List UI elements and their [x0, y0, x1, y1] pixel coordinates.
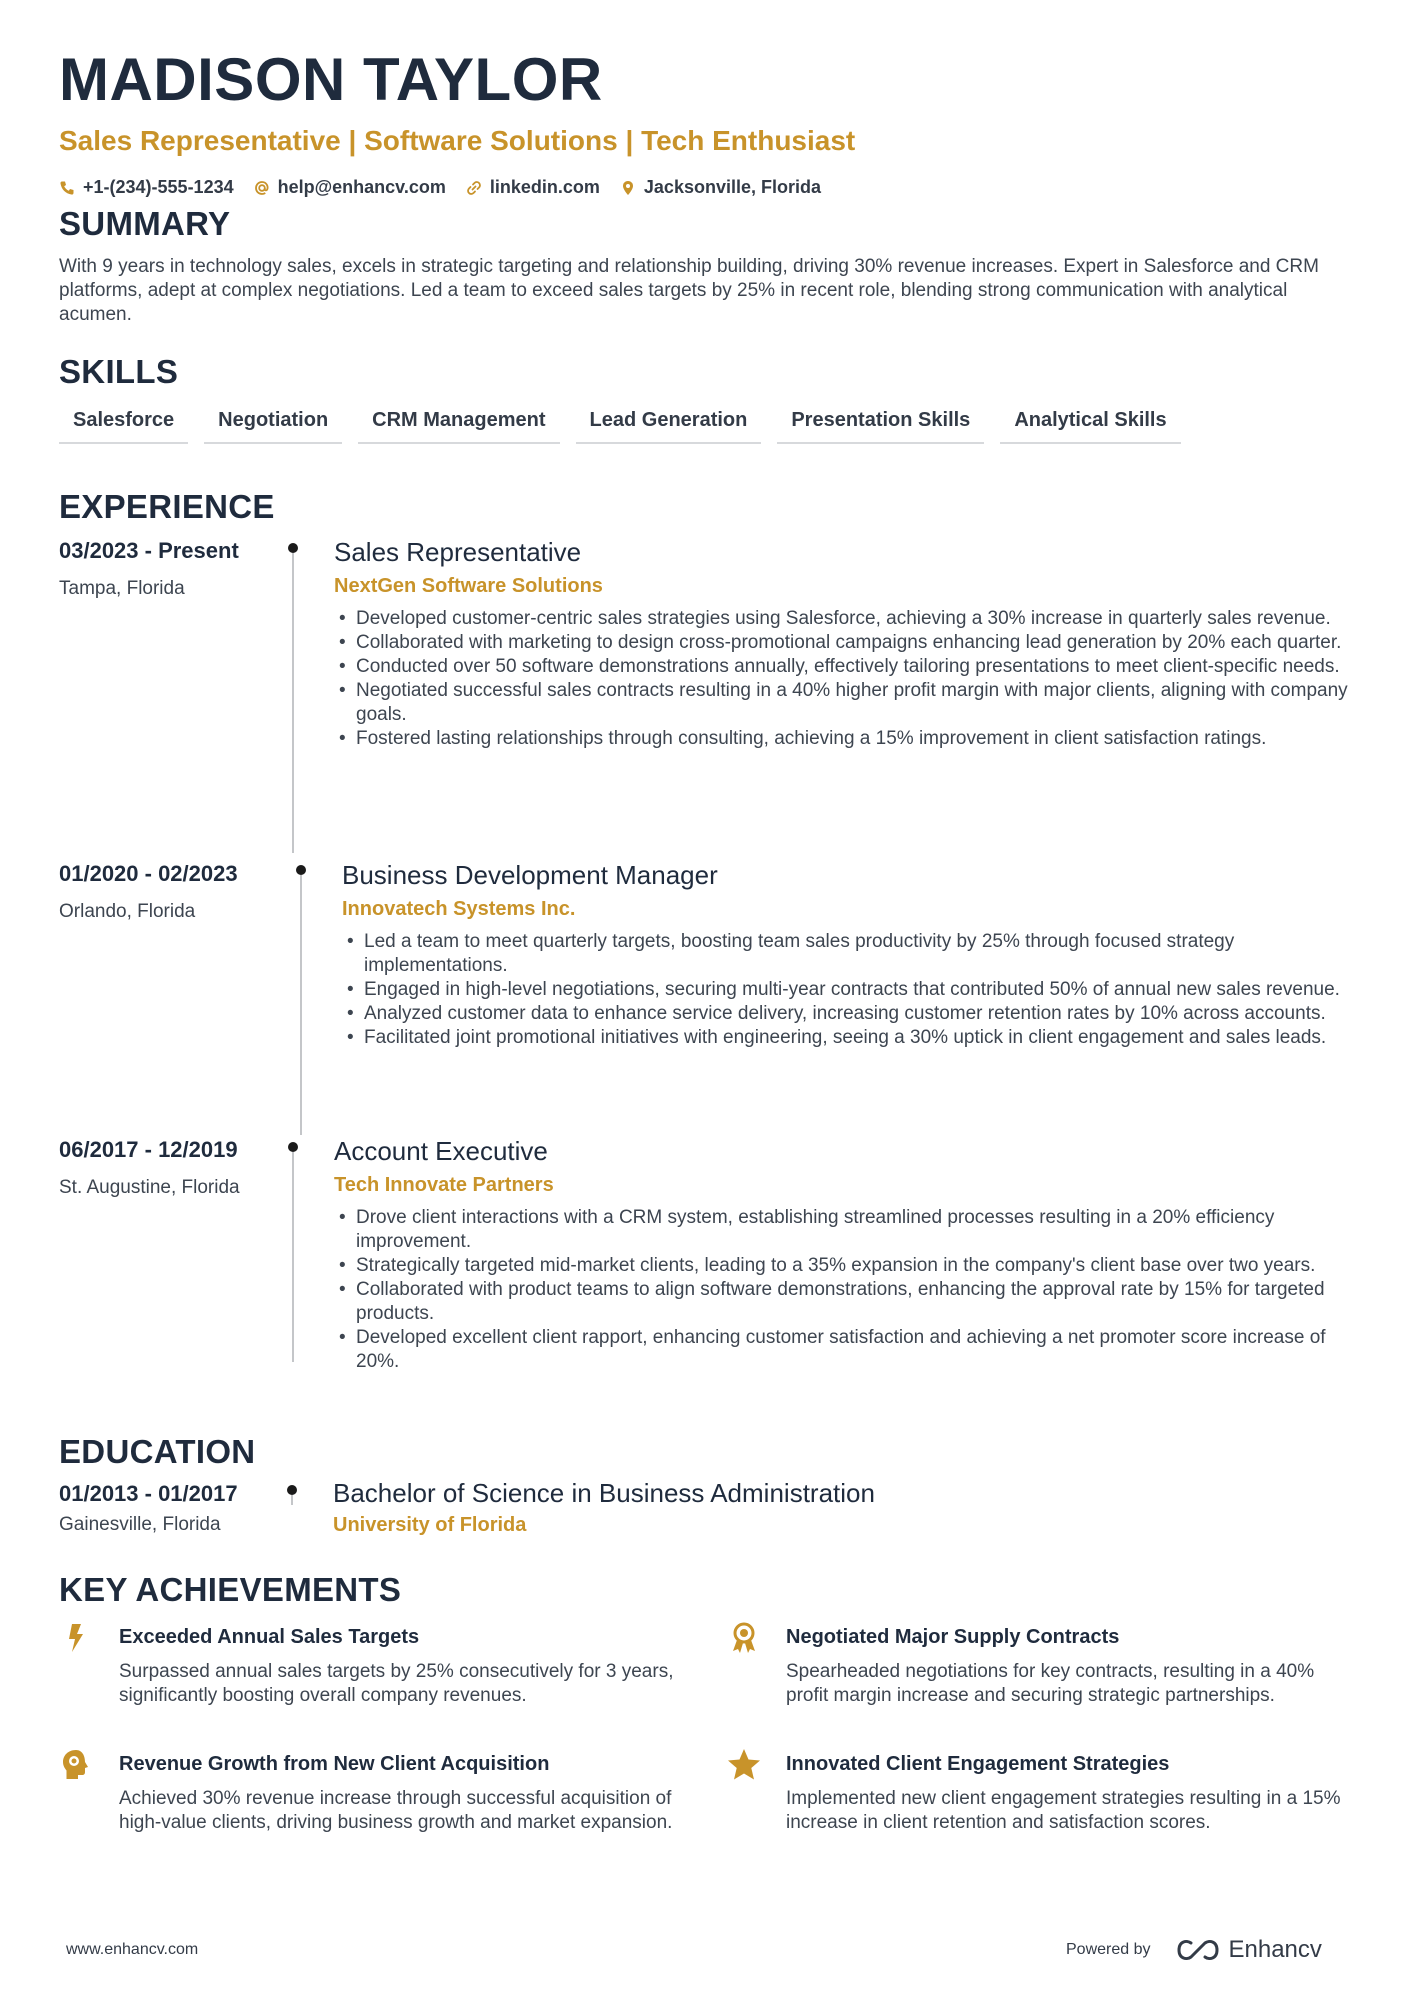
skills-heading: SKILLS: [59, 353, 179, 390]
achievement-title: Revenue Growth from New Client Acquisition: [119, 1753, 550, 1775]
phone-icon: [59, 180, 75, 196]
achievement-item: [726, 1620, 1326, 1730]
timeline-line: [292, 553, 294, 853]
achievements-heading: KEY ACHIEVEMENTS: [59, 1571, 402, 1608]
education-date: 01/2013 - 01/2017: [59, 1481, 238, 1506]
skill-tag: Lead Generation: [576, 409, 762, 444]
skills-list: [59, 409, 1359, 444]
job-location: Tampa, Florida: [59, 578, 185, 599]
timeline-line: [292, 1152, 294, 1362]
education-heading: EDUCATION: [59, 1433, 256, 1470]
job-role: Business Development Manager: [342, 860, 718, 890]
job-role: Account Executive: [334, 1136, 548, 1166]
job-bullets: [334, 607, 1364, 751]
job-location: Orlando, Florida: [59, 901, 196, 922]
experience-section: [59, 488, 1359, 1372]
summary-heading: SUMMARY: [59, 205, 231, 242]
job-date: 06/2017 - 12/2019: [59, 1137, 238, 1162]
contact-email-text: help@enhancv.com: [277, 177, 446, 197]
education-location: Gainesville, Florida: [59, 1514, 221, 1535]
contact-email[interactable]: [254, 177, 446, 198]
skill-tag: CRM Management: [358, 409, 559, 444]
contact-linkedin[interactable]: [466, 177, 600, 198]
job-bullet: • Collaborated with product teams to align software demonstrations, enhancing the approval rate by 15% for targeted products.: [334, 1278, 1364, 1326]
contact-phone[interactable]: [59, 177, 234, 198]
job-bullet: • Developed customer-centric sales strategies using Salesforce, achieving a 30% increase in quarterly sales revenue.: [334, 607, 1364, 631]
education-degree: Bachelor of Science in Business Administration: [333, 1478, 875, 1508]
star-icon: [726, 1747, 762, 1783]
footer-website[interactable]: www.enhancv.com: [66, 1941, 199, 1958]
timeline-dot: [288, 543, 298, 553]
timeline-dot: [288, 1142, 298, 1152]
location-icon: [620, 180, 636, 196]
achievement-title: Negotiated Major Supply Contracts: [786, 1626, 1120, 1648]
achievement-text: Achieved 30% revenue increase through successful acquisition of high-value clients, driving business growth and market expansion.: [119, 1788, 673, 1833]
job-bullet: • Negotiated successful sales contracts resulting in a 40% higher profit margin with major clients, aligning with company goals.: [334, 679, 1364, 727]
timeline-dot: [287, 1485, 297, 1495]
job-bullet: • Engaged in high-level negotiations, securing multi-year contracts that contributed 50% of annual new sales revenue.: [342, 978, 1372, 1002]
skill-tag: Salesforce: [59, 409, 188, 444]
achievement-text: Implemented new client engagement strategies resulting in a 15% increase in client retention and satisfaction scores.: [786, 1788, 1341, 1833]
experience-heading: EXPERIENCE: [59, 488, 275, 525]
summary-section: [59, 205, 1359, 327]
summary-text: With 9 years in technology sales, excels in strategic targeting and relationship building, driving 30% revenue increases. Expert in Salesforce and CRM platforms, adept at complex negotiations. Led a team to exceed sales targets by 25% in recent role, blending strong communication with analytical acumen.: [59, 256, 1319, 325]
head-idea-icon: [59, 1747, 95, 1783]
skills-section: [59, 353, 1359, 444]
job-bullets: [342, 930, 1372, 1050]
experience-entry: [59, 538, 1359, 848]
education-entry: [59, 1478, 1359, 1561]
award-ribbon-icon: [726, 1620, 762, 1656]
contact-location: [620, 177, 821, 198]
footer-branding: [1066, 1936, 1322, 1964]
job-company: NextGen Software Solutions: [334, 575, 603, 597]
timeline-dot: [296, 865, 306, 875]
experience-entry: [59, 861, 1359, 1131]
education-school: University of Florida: [333, 1514, 527, 1536]
achievement-text: Spearheaded negotiations for key contracts, resulting in a 40% profit margin increase and securing strategic partnerships.: [786, 1661, 1315, 1706]
achievement-item: [59, 1747, 673, 1857]
job-bullet: • Strategically targeted mid-market clients, leading to a 35% expansion in the company's client base over two years.: [334, 1254, 1364, 1278]
timeline-line: [291, 1495, 293, 1505]
achievements-section: [59, 1571, 1359, 1833]
enhancv-logo[interactable]: [1175, 1936, 1322, 1964]
link-icon: [466, 180, 482, 196]
candidate-title: Sales Representative | Software Solutions | Tech Enthusiast: [59, 125, 856, 156]
job-date: 03/2023 - Present: [59, 538, 239, 563]
job-bullet: • Developed excellent client rapport, enhancing customer satisfaction and achieving a net promoter score increase of 20%.: [334, 1326, 1364, 1374]
job-bullet: • Facilitated joint promotional initiatives with engineering, seeing a 30% uptick in client engagement and sales leads.: [342, 1026, 1372, 1050]
job-company: Innovatech Systems Inc.: [342, 898, 576, 920]
achievement-title: Innovated Client Engagement Strategies: [786, 1753, 1170, 1775]
education-section: [59, 1433, 1359, 1536]
achievement-text: Surpassed annual sales targets by 25% consecutively for 3 years, significantly boosting overall company revenues.: [119, 1661, 674, 1706]
job-bullets: [334, 1206, 1364, 1374]
job-company: Tech Innovate Partners: [334, 1174, 554, 1196]
contact-row: [59, 177, 1352, 198]
powered-by-label: Powered by: [1066, 1941, 1151, 1958]
achievement-title: Exceeded Annual Sales Targets: [119, 1626, 420, 1648]
at-icon: [254, 180, 270, 196]
candidate-name: MADISON TAYLOR: [59, 46, 603, 113]
timeline-line: [300, 875, 302, 1135]
job-bullet: • Led a team to meet quarterly targets, boosting team sales productivity by 25% through focused strategy implementations.: [342, 930, 1372, 978]
experience-entry: [59, 1137, 1359, 1397]
skill-tag: Analytical Skills: [1000, 409, 1180, 444]
achievement-item: [726, 1747, 1341, 1857]
skill-tag: Negotiation: [204, 409, 342, 444]
job-bullet: • Drove client interactions with a CRM system, establishing streamlined processes resulting in a 20% efficiency improvement.: [334, 1206, 1364, 1254]
achievement-item: [59, 1620, 674, 1730]
contact-linkedin-text: linkedin.com: [489, 177, 600, 197]
enhancv-logo-icon: [1175, 1937, 1221, 1963]
lightning-icon: [59, 1620, 95, 1656]
contact-location-text: Jacksonville, Florida: [643, 177, 821, 197]
job-bullet: • Analyzed customer data to enhance service delivery, increasing customer retention rates by 10% across accounts.: [342, 1002, 1372, 1026]
job-bullet: • Fostered lasting relationships through consulting, achieving a 15% improvement in client satisfaction ratings.: [334, 727, 1364, 751]
job-bullet: • Conducted over 50 software demonstrations annually, effectively tailoring presentations to meet client-specific needs.: [334, 655, 1364, 679]
skill-tag: Presentation Skills: [777, 409, 984, 444]
brand-name: Enhancv: [1228, 1936, 1322, 1963]
job-date: 01/2020 - 02/2023: [59, 861, 238, 886]
job-role: Sales Representative: [334, 537, 582, 567]
contact-phone-text: +1-(234)-555-1234: [83, 177, 234, 197]
job-bullet: • Collaborated with marketing to design cross-promotional campaigns enhancing lead generation by 20% each quarter.: [334, 631, 1364, 655]
job-location: St. Augustine, Florida: [59, 1177, 240, 1198]
